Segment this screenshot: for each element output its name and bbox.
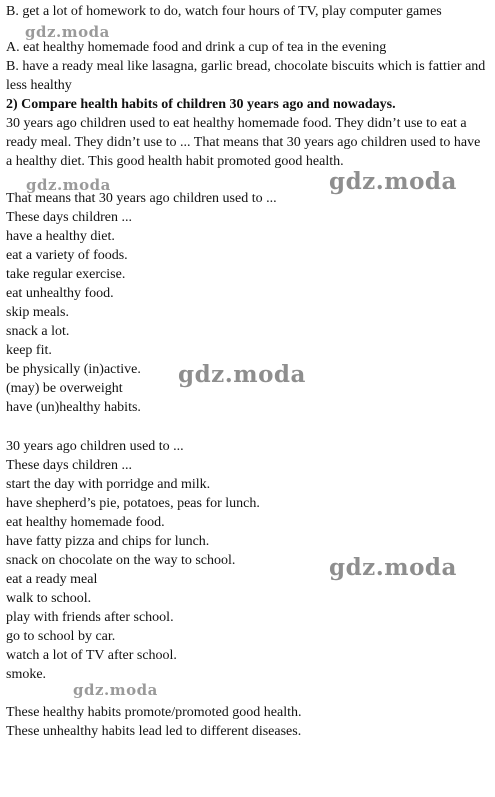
list-item: walk to school. — [6, 590, 92, 606]
spacer — [6, 21, 490, 38]
list-item: have a healthy diet. — [6, 229, 115, 244]
habits-list-1 — [6, 189, 490, 417]
closing-line: These unhealthy habits lead led to different diseases. — [6, 724, 302, 739]
list-item: have fatty pizza and chips for lunch. — [6, 533, 210, 549]
intro-paragraph: 30 years ago children used to eat healthy homemade food. They didn’t use to eat a ready meal. They didn’t use to ... That means that 30 years ago children used to have a healthy diet. This good health habit promoted good health. — [6, 116, 481, 169]
spacer — [6, 684, 490, 704]
list-item: eat a ready meal — [6, 571, 98, 587]
list-item: These days children ... — [6, 210, 132, 225]
list-item: play with friends after school. — [6, 609, 174, 625]
list-item: These days children ... — [6, 457, 132, 473]
spacer — [6, 417, 490, 437]
section-heading: 2) Compare health habits of children 30 years ago and nowadays. — [6, 97, 396, 112]
list-item: eat unhealthy food. — [6, 286, 114, 301]
list-item: have (un)healthy habits. — [6, 400, 141, 415]
list-item: be physically (in)active. — [6, 362, 141, 377]
list-item: 30 years ago children used to ... — [6, 438, 184, 454]
list-item: eat healthy homemade food. — [6, 514, 165, 530]
spacer — [6, 168, 490, 195]
watermark: gdz.moda — [25, 23, 110, 41]
watermark: gdz.moda — [329, 554, 457, 581]
list-item: That means that 30 years ago children used to ... — [6, 191, 277, 206]
watermark: gdz.moda — [26, 176, 111, 194]
list-item: watch a lot of TV after school. — [6, 647, 177, 663]
list-item: eat a variety of foods. — [6, 248, 128, 263]
list-item: keep fit. — [6, 343, 52, 358]
list-item: go to school by car. — [6, 628, 116, 644]
list-item: have shepherd’s pie, potatoes, peas for lunch. — [6, 495, 260, 511]
watermark: gdz.moda — [178, 361, 306, 388]
habits-list-2 — [6, 437, 490, 684]
list-item: take regular exercise. — [6, 267, 126, 282]
answer-line-b1: B. get a lot of homework to do, watch four hours of TV, play computer games — [6, 4, 442, 19]
list-item: snack a lot. — [6, 324, 70, 339]
watermark: gdz.moda — [329, 168, 457, 195]
document-page — [6, 2, 490, 741]
list-item: snack on chocolate on the way to school. — [6, 552, 236, 568]
list-item: (may) be overweight — [6, 381, 123, 396]
list-item: start the day with porridge and milk. — [6, 476, 211, 492]
answer-line-a: A. eat healthy homemade food and drink a cup of tea in the evening — [6, 40, 387, 55]
list-item: skip meals. — [6, 305, 69, 320]
list-item: smoke. — [6, 666, 47, 682]
watermark: gdz.moda — [73, 681, 158, 699]
answer-line-b2: B. have a ready meal like lasagna, garlic bread, chocolate biscuits which is fattier and less healthy — [6, 59, 486, 93]
closing-line: These healthy habits promote/promoted good health. — [6, 705, 302, 720]
